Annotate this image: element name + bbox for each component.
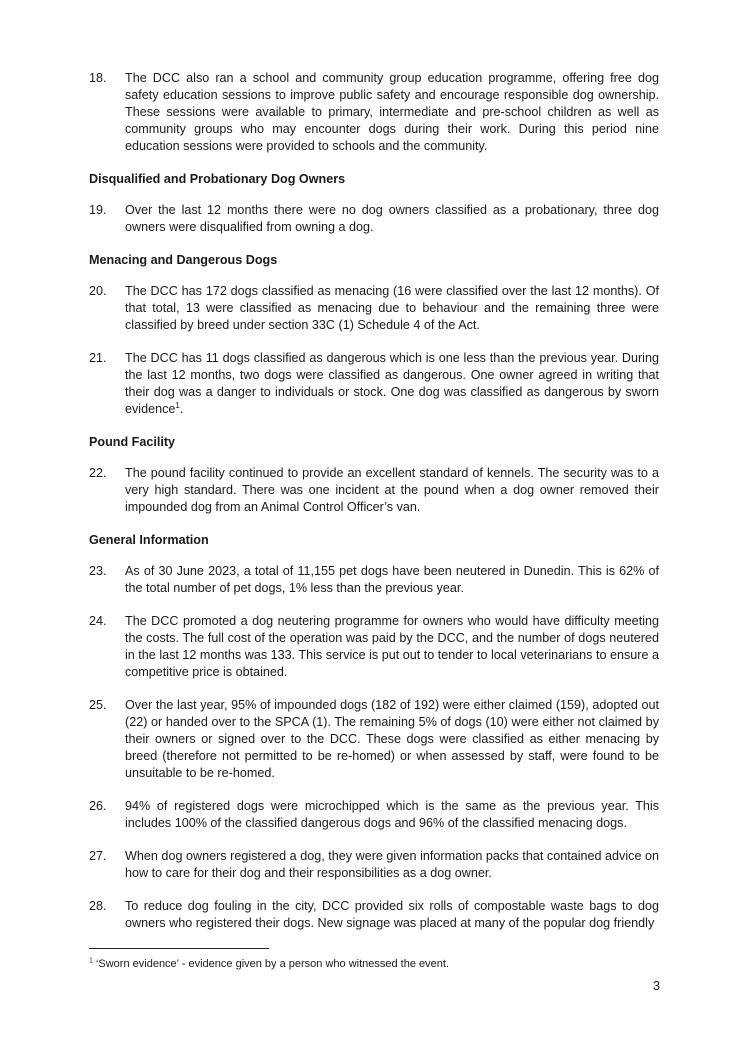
paragraph-26 (89, 798, 659, 832)
paragraph-text: The DCC promoted a dog neutering programme for owners who would have difficulty meeting the costs. The full cost of the operation was paid by the DCC, and the number of dogs neutered in the last 12 months was 133. This service is put out to tender to local veterinarians to ensure a competitive price is obtained. (125, 614, 659, 679)
footnote (89, 957, 659, 971)
paragraph-21 (89, 350, 659, 418)
paragraph-18 (89, 70, 659, 155)
paragraph-number: 23. (89, 564, 107, 578)
paragraph-number: 18. (89, 71, 107, 85)
paragraph-text-main: The DCC has 11 dogs classified as dangerous which is one less than the previous year. During the last 12 months, two dogs were classified as dangerous. One owner agreed in writing that their dog was a danger to individuals or stock. One dog was classified as dangerous by sworn evidence (125, 351, 659, 416)
paragraph-number: 24. (89, 614, 107, 628)
paragraph-text: To reduce dog fouling in the city, DCC provided six rolls of compostable waste bags to dog owners who registered their dogs. New signage was placed at many of the popular dog friendly (125, 899, 659, 930)
paragraph-text: When dog owners registered a dog, they were given information packs that contained advice on how to care for their dog and their responsibilities as a dog owner. (125, 849, 659, 880)
footnote-marker: 1 (89, 957, 93, 965)
paragraph-number: 21. (89, 351, 107, 365)
paragraph-22 (89, 465, 659, 516)
document-body (89, 70, 659, 948)
paragraph-number: 19. (89, 203, 107, 217)
paragraph-text: Over the last year, 95% of impounded dogs (182 of 192) were either claimed (159), adopted out (22) or handed over to the SPCA (1). The remaining 5% of dogs (10) were either not claimed by their owners or signed over to the DCC. These dogs were classified as either menacing by breed (therefore not permitted to be re-homed) or when assessed by staff, were found to be unsuitable to be re-homed. (125, 698, 659, 780)
paragraph-number: 25. (89, 698, 107, 712)
paragraph-25 (89, 697, 659, 782)
paragraph-text: The DCC also ran a school and community group education programme, offering free dog safety education sessions to improve public safety and encourage responsible dog ownership. These sessions were available to primary, intermediate and pre-school children as well as community groups who may encounter dogs during their work. During this period nine education sessions were provided to schools and the community. (125, 71, 659, 153)
paragraph-text: Over the last 12 months there were no dog owners classified as a probationary, three dog owners were disqualified from owning a dog. (125, 203, 659, 234)
paragraph-20 (89, 283, 659, 334)
paragraph-text: The pound facility continued to provide an excellent standard of kennels. The security was to a very high standard. There was one incident at the pound when a dog owner removed their impounded dog from an Animal Control Officer’s van. (125, 466, 659, 514)
paragraph-24 (89, 613, 659, 681)
footnote-text: ‘Sworn evidence’ - evidence given by a person who witnessed the event. (92, 958, 449, 970)
page-number: 3 (652, 979, 660, 993)
paragraph-text (125, 350, 659, 418)
paragraph-27 (89, 848, 659, 882)
section-heading-pound: Pound Facility (89, 435, 176, 449)
section-heading-menacing: Menacing and Dangerous Dogs (89, 253, 278, 267)
section-heading-disqualified: Disqualified and Probationary Dog Owners (89, 172, 346, 186)
paragraph-text-end: . (179, 402, 184, 416)
paragraph-28 (89, 898, 659, 932)
paragraph-number: 22. (89, 466, 107, 480)
footnote-reference[interactable]: 1 (175, 400, 180, 410)
paragraph-number: 27. (89, 849, 107, 863)
paragraph-text: As of 30 June 2023, a total of 11,155 pet dogs have been neutered in Dunedin. This is 62% of the total number of pet dogs, 1% less than the previous year. (125, 564, 659, 595)
paragraph-text: 94% of registered dogs were microchipped which is the same as the previous year. This includes 100% of the classified dangerous dogs and 96% of the classified menacing dogs. (125, 799, 659, 830)
paragraph-text: The DCC has 172 dogs classified as menacing (16 were classified over the last 12 months). Of that total, 13 were classified as menacing due to behaviour and the remaining three were classified by breed under section 33C (1) Schedule 4 of the Act. (125, 284, 659, 332)
paragraph-number: 28. (89, 899, 107, 913)
paragraph-number: 26. (89, 799, 107, 813)
paragraph-23 (89, 563, 659, 597)
paragraph-number: 20. (89, 284, 107, 298)
paragraph-19 (89, 202, 659, 236)
footnote-divider (89, 948, 269, 949)
section-heading-general: General Information (89, 533, 209, 547)
